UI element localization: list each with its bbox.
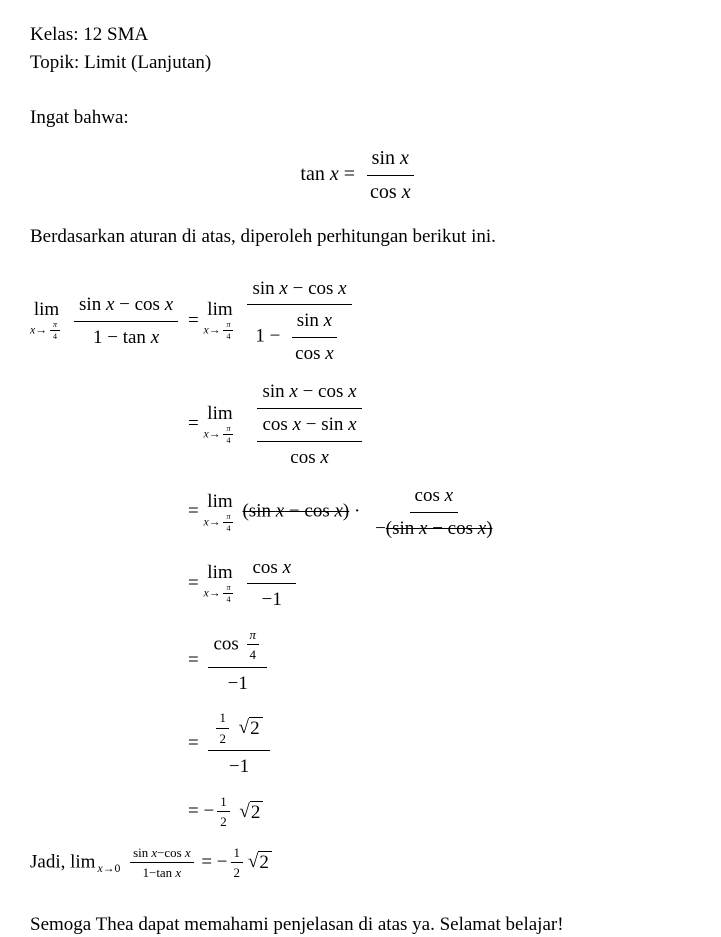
limit-operator (203, 300, 236, 341)
math-text: sin x − cos x (252, 277, 347, 299)
denominator (223, 435, 233, 445)
math-text: = − (188, 800, 215, 822)
math-text: π (249, 626, 257, 642)
numerator (130, 844, 193, 863)
cancelled-term (242, 501, 349, 522)
math-text: sin x (371, 146, 409, 169)
denominator (290, 338, 339, 367)
numerator (231, 844, 243, 863)
denominator (247, 409, 371, 470)
fraction (74, 292, 178, 350)
math-text: = (188, 309, 204, 331)
math-text: = (188, 572, 204, 594)
equation-row (30, 276, 691, 367)
math-text: −1 (227, 672, 248, 694)
math-text: 2 (219, 730, 226, 746)
math-text: 4 (226, 436, 231, 446)
class-line: Kelas: 12 SMA (30, 24, 149, 45)
numerator (367, 145, 414, 176)
numerator (223, 583, 233, 594)
denominator (140, 863, 184, 881)
denominator (223, 331, 233, 341)
fraction (208, 709, 269, 780)
math-text: Jadi, lim (30, 851, 96, 873)
limit-subscript (203, 512, 236, 533)
math-text: π (226, 583, 231, 593)
equation-right-side (188, 709, 691, 780)
fraction (130, 844, 193, 882)
equation-right-side (188, 555, 691, 613)
equation-row (30, 793, 691, 831)
math-text: = (188, 733, 204, 755)
denominator (224, 751, 254, 780)
limit-subscript (30, 320, 63, 341)
radical-sign-icon: √ (238, 717, 250, 738)
math-text: 4 (226, 524, 231, 534)
radicand (250, 801, 264, 824)
square-root (239, 717, 263, 740)
math-text: 1 − tan x (93, 326, 160, 348)
math-text: 1 (219, 710, 226, 726)
numerator (208, 709, 269, 751)
tan-identity-equation (30, 145, 691, 206)
equation-row (30, 709, 691, 780)
equation-row (30, 555, 691, 613)
math-text: 2 (259, 852, 269, 874)
square-root (239, 801, 263, 824)
denominator (50, 331, 60, 341)
math-text: cos (213, 633, 244, 655)
denominator (88, 322, 164, 351)
numerator (257, 412, 361, 442)
math-text: (sin x − cos x) (385, 518, 493, 540)
equation-right-side (188, 626, 691, 697)
limit-subscript (203, 583, 236, 604)
subscript (97, 862, 120, 875)
numerator (208, 626, 267, 668)
numerator (247, 555, 296, 585)
limit-operator (203, 492, 236, 533)
limit-word: lim (207, 299, 233, 321)
math-text: 2 (250, 718, 260, 739)
radicand (258, 851, 272, 874)
math-text: 2 (250, 801, 261, 823)
math-text: sin x (296, 310, 333, 332)
derivation-block (30, 276, 691, 831)
square-root (248, 851, 272, 874)
math-text: 4 (226, 595, 231, 605)
numerator (217, 793, 229, 812)
math-text: 4 (226, 332, 231, 342)
fraction (247, 379, 371, 470)
math-text: π (226, 320, 231, 330)
limit-word: lim (33, 299, 60, 321)
limit-operator (203, 404, 236, 445)
based-on-line: Berdasarkan aturan di atas, diperoleh perhitungan berikut ini. (30, 225, 496, 247)
numerator (223, 512, 233, 523)
fraction (370, 483, 497, 541)
numerator (247, 626, 259, 645)
math-text: cos x (414, 485, 454, 507)
fraction (223, 320, 233, 341)
conclusion-line (30, 844, 691, 882)
equation-right-side (188, 276, 691, 367)
denominator (223, 523, 233, 533)
denominator (223, 668, 253, 697)
math-text: −1 (228, 756, 250, 778)
fraction (217, 793, 229, 831)
fraction (223, 512, 233, 533)
math-text: 4 (53, 332, 57, 342)
fraction (231, 844, 243, 882)
math-text: sin x−cos x (133, 844, 191, 860)
equation-right-side (188, 483, 691, 541)
limit-operator (30, 300, 63, 341)
topic-line: Topik: Limit (Lanjutan) (30, 51, 212, 73)
math-text (233, 800, 238, 821)
denominator (231, 863, 243, 881)
numerator (223, 424, 233, 435)
radical-sign-icon: √ (247, 851, 259, 873)
math-text: 1 (220, 794, 227, 809)
math-text: 2 (233, 865, 240, 881)
fraction (208, 626, 267, 697)
math-text (122, 851, 127, 872)
numerator (216, 709, 228, 728)
math-text: x→ (203, 427, 221, 441)
math-text: 1 − (255, 325, 286, 347)
math-text: x→0 (97, 862, 121, 876)
equation-right-side (188, 793, 691, 831)
fraction (50, 320, 60, 341)
equation-row (30, 626, 691, 697)
math-text: tan x = (300, 163, 361, 186)
equation-left-side (30, 292, 188, 350)
math-text: π (53, 320, 58, 330)
math-text: 4 (249, 647, 256, 663)
math-text: cos x (290, 446, 329, 468)
math-text: x→ (203, 515, 221, 529)
numerator (292, 308, 337, 338)
equation-right-side (188, 379, 691, 470)
math-text: cos x (370, 180, 411, 203)
denominator (217, 812, 229, 830)
math-text: 1 (233, 844, 240, 860)
limit-subscript (203, 320, 236, 341)
limit-operator (203, 563, 236, 604)
denominator (216, 729, 228, 747)
math-text: (sin x − cos x) (242, 500, 350, 522)
limit-word: lim (207, 562, 233, 584)
denominator (365, 176, 416, 206)
math-text: x→ (203, 323, 221, 337)
math-text: = (188, 500, 204, 522)
limit-word: lim (207, 490, 233, 512)
math-text: cos x (295, 342, 334, 364)
numerator (223, 320, 233, 331)
math-text: π (226, 424, 231, 434)
limit-word: lim (207, 403, 233, 425)
math-text: cos x (252, 556, 291, 578)
fraction (216, 709, 228, 747)
fraction (365, 145, 416, 206)
fraction (290, 308, 339, 366)
numerator (74, 292, 178, 322)
limit-subscript (203, 424, 236, 445)
math-text: 2 (220, 814, 227, 830)
equation-row (30, 483, 691, 541)
numerator (50, 320, 60, 331)
numerator (257, 379, 361, 409)
fraction (257, 412, 361, 470)
math-text: cos x − sin x (262, 414, 357, 436)
math-text: x→ (203, 586, 221, 600)
math-text: · (349, 500, 366, 522)
fraction (223, 424, 233, 445)
spacer (30, 77, 691, 99)
math-text: sin x − cos x (262, 381, 357, 403)
math-text: = (188, 413, 204, 435)
math-text: − (375, 518, 386, 540)
numerator (410, 483, 459, 513)
recall-line: Ingat bahwa: (30, 107, 129, 129)
math-text: −1 (261, 589, 282, 611)
math-text: sin x − cos x (79, 293, 174, 315)
math-text: = (188, 649, 204, 671)
denominator (250, 305, 348, 366)
cancelled-term (386, 518, 493, 539)
denominator (257, 584, 287, 613)
radicand (249, 717, 263, 740)
math-text: 1−tan x (142, 865, 182, 881)
math-text: π (226, 511, 231, 521)
fraction (223, 583, 233, 604)
equation-row (30, 379, 691, 470)
numerator (247, 276, 351, 306)
denominator (285, 442, 334, 471)
closing-line: Semoga Thea dapat memahami penjelasan di atas ya. Selamat belajar! (30, 913, 564, 935)
math-text: = − (196, 851, 228, 873)
fraction (247, 555, 296, 613)
math-text (232, 717, 237, 738)
fraction (247, 276, 351, 367)
denominator (370, 513, 497, 542)
fraction (247, 626, 259, 664)
denominator (247, 645, 259, 663)
denominator (223, 594, 233, 604)
math-text: x→ (30, 323, 47, 337)
radical-sign-icon: √ (239, 800, 250, 822)
